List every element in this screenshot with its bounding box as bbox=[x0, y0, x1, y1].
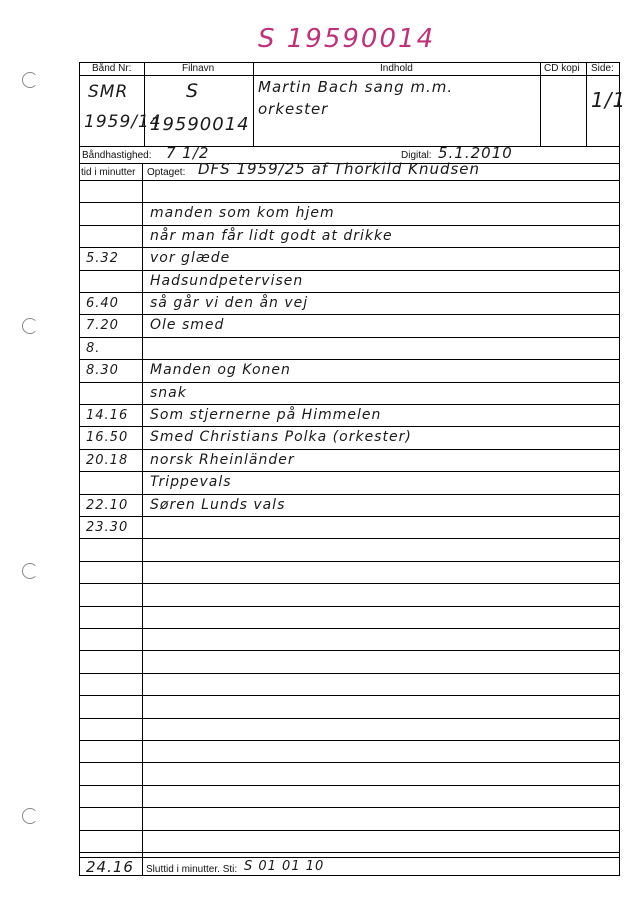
row-divider bbox=[79, 807, 620, 808]
divider bbox=[144, 62, 145, 146]
row-divider bbox=[79, 426, 620, 427]
divider bbox=[79, 75, 620, 76]
col-indhold: Indhold bbox=[380, 63, 413, 74]
entry-time: 14.16 bbox=[86, 408, 129, 423]
band-nr-value: SMR bbox=[88, 82, 129, 102]
divider bbox=[79, 857, 620, 858]
row-divider bbox=[79, 561, 620, 562]
side-value: 1/1 bbox=[591, 88, 627, 112]
digital-label: Digital: bbox=[401, 150, 432, 161]
filnavn-value: S bbox=[186, 80, 200, 102]
row-divider bbox=[79, 583, 620, 584]
entry-title: Smed Christians Polka (orkester) bbox=[150, 429, 412, 446]
punch-hole bbox=[22, 318, 38, 334]
col-cd-kopi: CD kopi bbox=[544, 63, 580, 74]
entry-title: Manden og Konen bbox=[150, 362, 291, 379]
entry-time: 16.50 bbox=[86, 430, 129, 446]
row-divider bbox=[79, 292, 620, 293]
tape-log-form bbox=[79, 62, 620, 876]
row-divider bbox=[79, 337, 620, 338]
entry-time: 7.20 bbox=[86, 318, 119, 334]
entry-time: 22.10 bbox=[86, 497, 129, 513]
entry-time: 20.18 bbox=[86, 452, 129, 468]
row-divider bbox=[79, 673, 620, 674]
row-divider bbox=[79, 650, 620, 651]
divider bbox=[253, 62, 254, 146]
row-divider bbox=[79, 762, 620, 763]
entry-time: 8.30 bbox=[86, 363, 119, 379]
archive-code: S 19590014 bbox=[258, 24, 436, 54]
divider bbox=[540, 62, 541, 146]
row-divider bbox=[79, 718, 620, 719]
entry-time: 23.30 bbox=[86, 520, 129, 535]
row-divider bbox=[79, 740, 620, 741]
digital-value: 5.1.2010 bbox=[438, 144, 513, 162]
band-nr-value: 1959/14 bbox=[84, 112, 162, 132]
punch-hole bbox=[22, 808, 38, 824]
entry-title: når man får lidt godt at drikke bbox=[150, 227, 393, 244]
row-divider bbox=[79, 628, 620, 629]
entry-title: vor glæde bbox=[150, 250, 231, 267]
entry-title: Som stjernerne på Himmelen bbox=[150, 407, 382, 423]
divider bbox=[586, 62, 587, 146]
col-side: Side: bbox=[591, 63, 614, 74]
row-divider bbox=[79, 606, 620, 607]
indhold-value: Martin Bach sang m.m. bbox=[258, 78, 454, 96]
end-time-value: 24.16 bbox=[86, 858, 134, 876]
divider bbox=[79, 180, 620, 181]
baandhastighed-value: 7 1/2 bbox=[166, 144, 210, 162]
filnavn-value: 19590014 bbox=[150, 114, 250, 135]
entry-title: Ole smed bbox=[150, 317, 225, 334]
entry-title: så går vi den ån vej bbox=[150, 295, 309, 311]
row-divider bbox=[79, 359, 620, 360]
row-divider bbox=[79, 516, 620, 517]
entry-title: manden som kom hjem bbox=[150, 205, 335, 222]
entry-title: norsk Rheinländer bbox=[150, 451, 295, 468]
row-divider bbox=[79, 695, 620, 696]
sti-value: S 01 01 10 bbox=[244, 859, 325, 874]
row-divider bbox=[79, 830, 620, 831]
indhold-value: orkester bbox=[258, 100, 329, 118]
row-divider bbox=[79, 247, 620, 248]
entry-title: Trippevals bbox=[150, 474, 232, 491]
optaget-label: Optaget: bbox=[147, 167, 186, 178]
row-divider bbox=[79, 404, 620, 405]
row-divider bbox=[79, 225, 620, 226]
row-divider bbox=[79, 852, 620, 853]
row-divider bbox=[79, 471, 620, 472]
entry-title: Hadsundpetervisen bbox=[150, 272, 304, 289]
punch-hole bbox=[22, 72, 38, 88]
col-band-nr: Bånd Nr: bbox=[92, 63, 132, 74]
baandhastighed-label: Båndhastighed: bbox=[82, 150, 152, 161]
row-divider bbox=[79, 270, 620, 271]
sluttid-label: Sluttid i minutter. Sti: bbox=[146, 864, 238, 875]
entry-time: 8. bbox=[86, 340, 101, 356]
entry-time: 6.40 bbox=[86, 296, 119, 311]
divider bbox=[79, 146, 620, 147]
row-divider bbox=[79, 449, 620, 450]
row-divider bbox=[79, 382, 620, 383]
tid-label: tid i minutter bbox=[81, 167, 136, 178]
col-filnavn: Filnavn bbox=[182, 63, 215, 74]
entry-time: 5.32 bbox=[86, 251, 119, 267]
entry-title: snak bbox=[150, 384, 187, 401]
row-divider bbox=[79, 314, 620, 315]
row-divider bbox=[79, 202, 620, 203]
row-divider bbox=[79, 785, 620, 786]
entry-title: Søren Lunds vals bbox=[150, 496, 286, 513]
row-divider bbox=[79, 494, 620, 495]
punch-hole bbox=[22, 563, 38, 579]
row-divider bbox=[79, 538, 620, 539]
optaget-value: DFS 1959/25 af Thorkild Knudsen bbox=[198, 160, 481, 178]
